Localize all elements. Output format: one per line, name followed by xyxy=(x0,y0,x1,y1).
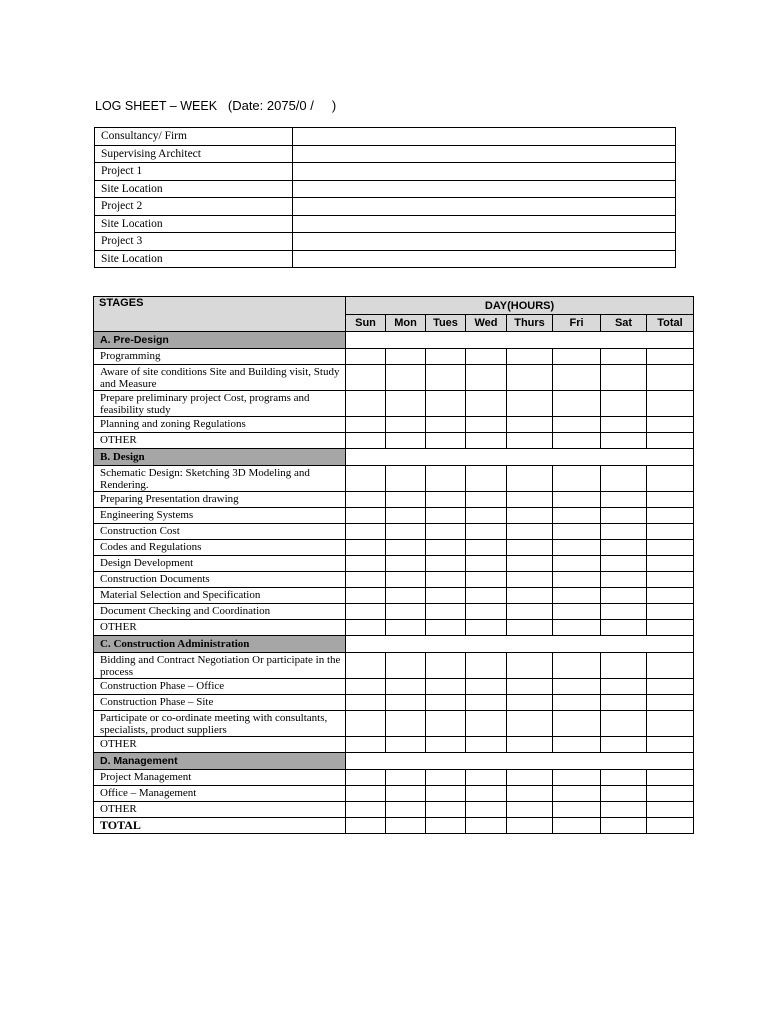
hours-cell-tues[interactable] xyxy=(426,737,466,753)
hours-cell-mon[interactable] xyxy=(386,695,426,711)
activity-label: Design Development xyxy=(94,556,346,572)
hours-cell-sat[interactable] xyxy=(601,433,647,449)
info-row xyxy=(95,180,676,198)
info-row xyxy=(95,233,676,251)
activity-label: Codes and Regulations xyxy=(94,540,346,556)
hours-cell-fri[interactable] xyxy=(553,524,601,540)
hours-cell-fri[interactable] xyxy=(553,556,601,572)
hours-cell-total[interactable] xyxy=(647,540,694,556)
hours-cell-sun[interactable] xyxy=(346,349,386,365)
info-label: Supervising Architect xyxy=(95,145,293,163)
hours-cell-tues[interactable] xyxy=(426,679,466,695)
hours-cell-thurs[interactable] xyxy=(507,466,553,492)
activity-row xyxy=(94,737,694,753)
hours-cell-total[interactable] xyxy=(647,802,694,818)
hours-cell-wed[interactable] xyxy=(466,466,507,492)
activity-label: Bidding and Contract Negotiation Or participate in the process xyxy=(94,653,346,679)
hours-cell-wed[interactable] xyxy=(466,679,507,695)
hours-cell-total[interactable] xyxy=(647,711,694,737)
hours-cell-mon[interactable] xyxy=(386,391,426,417)
hours-cell-thurs[interactable] xyxy=(507,540,553,556)
section-row xyxy=(94,753,694,770)
hours-cell-fri[interactable] xyxy=(553,653,601,679)
day-header-wed: Wed xyxy=(466,315,507,332)
hours-cell-wed[interactable] xyxy=(466,556,507,572)
info-row xyxy=(95,145,676,163)
info-label: Site Location xyxy=(95,250,293,268)
info-value-field[interactable] xyxy=(293,233,676,251)
hours-cell-total[interactable] xyxy=(647,556,694,572)
hours-cell-sun[interactable] xyxy=(346,802,386,818)
day-header-tues: Tues xyxy=(426,315,466,332)
hours-cell-mon[interactable] xyxy=(386,433,426,449)
hours-cell-tues[interactable] xyxy=(426,604,466,620)
hours-cell-sat[interactable] xyxy=(601,588,647,604)
day-header-sun: Sun xyxy=(346,315,386,332)
day-header-thurs: Thurs xyxy=(507,315,553,332)
activity-label: Construction Cost xyxy=(94,524,346,540)
hours-cell-sun[interactable] xyxy=(346,653,386,679)
total-row xyxy=(94,818,694,834)
hours-cell-wed[interactable] xyxy=(466,588,507,604)
hours-cell-sun[interactable] xyxy=(346,786,386,802)
hours-cell-thurs[interactable] xyxy=(507,508,553,524)
hours-cell-thurs[interactable] xyxy=(507,711,553,737)
hours-cell-thurs[interactable] xyxy=(507,604,553,620)
hours-cell-sat[interactable] xyxy=(601,786,647,802)
hours-cell-thurs[interactable] xyxy=(507,572,553,588)
hours-cell-tues[interactable] xyxy=(426,433,466,449)
hours-cell-total[interactable] xyxy=(647,588,694,604)
hours-cell-wed[interactable] xyxy=(466,365,507,391)
section-row xyxy=(94,449,694,466)
activity-row xyxy=(94,679,694,695)
hours-cell-fri[interactable] xyxy=(553,604,601,620)
hours-cell-sat[interactable] xyxy=(601,802,647,818)
hours-cell-total[interactable] xyxy=(647,433,694,449)
activity-row xyxy=(94,620,694,636)
day-header-sat: Sat xyxy=(601,315,647,332)
hours-cell-thurs[interactable] xyxy=(507,620,553,636)
hours-cell-sat[interactable] xyxy=(601,770,647,786)
stages-header: STAGES xyxy=(94,297,346,332)
hours-cell-total[interactable] xyxy=(647,695,694,711)
hours-cell-sun[interactable] xyxy=(346,620,386,636)
activity-label: Construction Phase – Site xyxy=(94,695,346,711)
hours-cell-tues[interactable] xyxy=(426,466,466,492)
activity-row xyxy=(94,349,694,365)
hours-cell-sun[interactable] xyxy=(346,588,386,604)
hours-cell-mon[interactable] xyxy=(386,365,426,391)
hours-cell-sat[interactable] xyxy=(601,572,647,588)
hours-cell-wed[interactable] xyxy=(466,770,507,786)
section-title: B. Design xyxy=(94,449,346,466)
hours-cell-thurs[interactable] xyxy=(507,737,553,753)
hours-cell-total[interactable] xyxy=(647,466,694,492)
total-cell-wed[interactable] xyxy=(466,818,507,834)
hours-cell-fri[interactable] xyxy=(553,365,601,391)
activity-row xyxy=(94,417,694,433)
hours-cell-fri[interactable] xyxy=(553,711,601,737)
hours-cell-fri[interactable] xyxy=(553,802,601,818)
hours-cell-fri[interactable] xyxy=(553,508,601,524)
hours-cell-tues[interactable] xyxy=(426,786,466,802)
day-hours-header: DAY(HOURS) xyxy=(346,297,694,315)
hours-cell-total[interactable] xyxy=(647,679,694,695)
hours-cell-wed[interactable] xyxy=(466,620,507,636)
hours-cell-tues[interactable] xyxy=(426,349,466,365)
info-label: Project 3 xyxy=(95,233,293,251)
hours-cell-total[interactable] xyxy=(647,770,694,786)
section-title: D. Management xyxy=(94,753,346,770)
hours-cell-sat[interactable] xyxy=(601,508,647,524)
hours-cell-tues[interactable] xyxy=(426,365,466,391)
day-header-fri: Fri xyxy=(553,315,601,332)
hours-cell-sun[interactable] xyxy=(346,524,386,540)
hours-cell-total[interactable] xyxy=(647,391,694,417)
info-value-field[interactable] xyxy=(293,180,676,198)
hours-cell-mon[interactable] xyxy=(386,417,426,433)
activity-row xyxy=(94,695,694,711)
hours-cell-sun[interactable] xyxy=(346,466,386,492)
hours-cell-mon[interactable] xyxy=(386,620,426,636)
hours-cell-mon[interactable] xyxy=(386,770,426,786)
title-main: LOG SHEET – WEEK xyxy=(95,99,218,113)
section-row xyxy=(94,636,694,653)
hours-cell-fri[interactable] xyxy=(553,572,601,588)
total-cell-thurs[interactable] xyxy=(507,818,553,834)
hours-cell-thurs[interactable] xyxy=(507,695,553,711)
hours-cell-mon[interactable] xyxy=(386,588,426,604)
hours-cell-mon[interactable] xyxy=(386,572,426,588)
hours-cell-wed[interactable] xyxy=(466,524,507,540)
hours-cell-total[interactable] xyxy=(647,524,694,540)
hours-cell-sat[interactable] xyxy=(601,679,647,695)
activity-row xyxy=(94,492,694,508)
activity-row xyxy=(94,786,694,802)
section-blank xyxy=(346,449,694,466)
hours-cell-tues[interactable] xyxy=(426,540,466,556)
hours-cell-wed[interactable] xyxy=(466,572,507,588)
hours-cell-mon[interactable] xyxy=(386,492,426,508)
hours-cell-sun[interactable] xyxy=(346,770,386,786)
activity-row xyxy=(94,802,694,818)
hours-cell-total[interactable] xyxy=(647,349,694,365)
activity-label: Project Management xyxy=(94,770,346,786)
project-info-table xyxy=(94,127,676,268)
hours-cell-tues[interactable] xyxy=(426,802,466,818)
hours-cell-sat[interactable] xyxy=(601,365,647,391)
hours-cell-mon[interactable] xyxy=(386,508,426,524)
hours-cell-total[interactable] xyxy=(647,492,694,508)
hours-cell-sat[interactable] xyxy=(601,391,647,417)
activity-label: Prepare preliminary project Cost, programs and feasibility study xyxy=(94,391,346,417)
activity-row xyxy=(94,524,694,540)
hours-cell-sat[interactable] xyxy=(601,492,647,508)
hours-cell-fri[interactable] xyxy=(553,466,601,492)
hours-cell-sat[interactable] xyxy=(601,653,647,679)
info-row xyxy=(95,215,676,233)
total-cell-mon[interactable] xyxy=(386,818,426,834)
hours-cell-thurs[interactable] xyxy=(507,653,553,679)
activity-row xyxy=(94,770,694,786)
activity-label: Material Selection and Specification xyxy=(94,588,346,604)
hours-cell-thurs[interactable] xyxy=(507,365,553,391)
hours-cell-sat[interactable] xyxy=(601,524,647,540)
hours-cell-tues[interactable] xyxy=(426,653,466,679)
info-value-field[interactable] xyxy=(293,250,676,268)
title-date: (Date: 2075/0 / ) xyxy=(227,98,337,113)
total-cell-total[interactable] xyxy=(647,818,694,834)
hours-cell-sat[interactable] xyxy=(601,556,647,572)
hours-cell-fri[interactable] xyxy=(553,433,601,449)
section-title: A. Pre-Design xyxy=(94,332,346,349)
hours-cell-total[interactable] xyxy=(647,572,694,588)
hours-cell-sun[interactable] xyxy=(346,417,386,433)
hours-cell-total[interactable] xyxy=(647,620,694,636)
hours-cell-mon[interactable] xyxy=(386,349,426,365)
info-label: Site Location xyxy=(95,215,293,233)
activity-label: OTHER xyxy=(94,802,346,818)
hours-cell-wed[interactable] xyxy=(466,540,507,556)
hours-cell-sun[interactable] xyxy=(346,365,386,391)
total-cell-sat[interactable] xyxy=(601,818,647,834)
info-label: Consultancy/ Firm xyxy=(95,128,293,146)
hours-cell-thurs[interactable] xyxy=(507,417,553,433)
hours-cell-mon[interactable] xyxy=(386,556,426,572)
activity-row xyxy=(94,588,694,604)
info-label: Project 2 xyxy=(95,198,293,216)
hours-cell-wed[interactable] xyxy=(466,508,507,524)
hours-cell-thurs[interactable] xyxy=(507,588,553,604)
hours-cell-total[interactable] xyxy=(647,653,694,679)
hours-cell-mon[interactable] xyxy=(386,802,426,818)
info-row xyxy=(95,163,676,181)
hours-cell-total[interactable] xyxy=(647,365,694,391)
hours-cell-wed[interactable] xyxy=(466,604,507,620)
activity-label: Document Checking and Coordination xyxy=(94,604,346,620)
hours-cell-tues[interactable] xyxy=(426,417,466,433)
hours-cell-fri[interactable] xyxy=(553,349,601,365)
activity-label: Engineering Systems xyxy=(94,508,346,524)
hours-cell-sun[interactable] xyxy=(346,433,386,449)
hours-cell-tues[interactable] xyxy=(426,770,466,786)
hours-cell-sun[interactable] xyxy=(346,556,386,572)
activity-label: Schematic Design: Sketching 3D Modeling and Rendering. xyxy=(94,466,346,492)
hours-cell-thurs[interactable] xyxy=(507,786,553,802)
hours-cell-sun[interactable] xyxy=(346,679,386,695)
total-cell-sun[interactable] xyxy=(346,818,386,834)
activity-row xyxy=(94,556,694,572)
hours-cell-fri[interactable] xyxy=(553,770,601,786)
activity-label: Construction Phase – Office xyxy=(94,679,346,695)
activity-row xyxy=(94,572,694,588)
hours-cell-wed[interactable] xyxy=(466,653,507,679)
hours-cell-total[interactable] xyxy=(647,786,694,802)
hours-cell-mon[interactable] xyxy=(386,604,426,620)
hours-cell-sat[interactable] xyxy=(601,540,647,556)
hours-cell-tues[interactable] xyxy=(426,572,466,588)
section-blank xyxy=(346,753,694,770)
hours-cell-wed[interactable] xyxy=(466,786,507,802)
hours-cell-thurs[interactable] xyxy=(507,391,553,417)
info-row xyxy=(95,128,676,146)
hours-cell-fri[interactable] xyxy=(553,620,601,636)
log-sheet-table xyxy=(93,296,694,834)
hours-cell-wed[interactable] xyxy=(466,349,507,365)
activity-row xyxy=(94,711,694,737)
activity-row xyxy=(94,540,694,556)
hours-cell-sat[interactable] xyxy=(601,711,647,737)
activity-row xyxy=(94,433,694,449)
activity-row xyxy=(94,604,694,620)
hours-cell-sat[interactable] xyxy=(601,349,647,365)
info-row xyxy=(95,198,676,216)
info-row xyxy=(95,250,676,268)
hours-cell-fri[interactable] xyxy=(553,737,601,753)
info-value-field[interactable] xyxy=(293,128,676,146)
total-cell-fri[interactable] xyxy=(553,818,601,834)
hours-cell-fri[interactable] xyxy=(553,588,601,604)
hours-cell-fri[interactable] xyxy=(553,695,601,711)
hours-cell-wed[interactable] xyxy=(466,802,507,818)
hours-cell-fri[interactable] xyxy=(553,786,601,802)
day-header-total: Total xyxy=(647,315,694,332)
section-blank xyxy=(346,636,694,653)
hours-cell-mon[interactable] xyxy=(386,711,426,737)
section-blank xyxy=(346,332,694,349)
hours-cell-fri[interactable] xyxy=(553,492,601,508)
hours-cell-sat[interactable] xyxy=(601,466,647,492)
hours-cell-sat[interactable] xyxy=(601,737,647,753)
hours-cell-fri[interactable] xyxy=(553,391,601,417)
activity-row xyxy=(94,508,694,524)
hours-cell-mon[interactable] xyxy=(386,737,426,753)
hours-cell-thurs[interactable] xyxy=(507,433,553,449)
hours-cell-sun[interactable] xyxy=(346,391,386,417)
activity-label: Participate or co-ordinate meeting with consultants, specialists, product suppliers xyxy=(94,711,346,737)
hours-cell-total[interactable] xyxy=(647,737,694,753)
hours-cell-fri[interactable] xyxy=(553,417,601,433)
activity-label: Construction Documents xyxy=(94,572,346,588)
hours-cell-mon[interactable] xyxy=(386,653,426,679)
hours-cell-sat[interactable] xyxy=(601,417,647,433)
hours-cell-sat[interactable] xyxy=(601,620,647,636)
hours-cell-thurs[interactable] xyxy=(507,770,553,786)
info-label: Site Location xyxy=(95,180,293,198)
hours-cell-wed[interactable] xyxy=(466,391,507,417)
hours-cell-sun[interactable] xyxy=(346,508,386,524)
activity-label: Aware of site conditions Site and Building visit, Study and Measure xyxy=(94,365,346,391)
hours-cell-wed[interactable] xyxy=(466,695,507,711)
hours-cell-tues[interactable] xyxy=(426,492,466,508)
total-cell-tues[interactable] xyxy=(426,818,466,834)
hours-cell-sun[interactable] xyxy=(346,711,386,737)
hours-cell-fri[interactable] xyxy=(553,540,601,556)
activity-row xyxy=(94,365,694,391)
hours-cell-mon[interactable] xyxy=(386,786,426,802)
section-row xyxy=(94,332,694,349)
hours-cell-sun[interactable] xyxy=(346,695,386,711)
section-title: C. Construction Administration xyxy=(94,636,346,653)
activity-label: OTHER xyxy=(94,737,346,753)
activity-row xyxy=(94,466,694,492)
hours-cell-tues[interactable] xyxy=(426,508,466,524)
activity-row xyxy=(94,653,694,679)
hours-cell-tues[interactable] xyxy=(426,588,466,604)
info-value-field[interactable] xyxy=(293,163,676,181)
hours-cell-mon[interactable] xyxy=(386,540,426,556)
hours-cell-sun[interactable] xyxy=(346,737,386,753)
total-label: TOTAL xyxy=(94,818,346,834)
info-value-field[interactable] xyxy=(293,215,676,233)
hours-cell-wed[interactable] xyxy=(466,433,507,449)
hours-cell-mon[interactable] xyxy=(386,679,426,695)
hours-cell-wed[interactable] xyxy=(466,492,507,508)
hours-cell-thurs[interactable] xyxy=(507,524,553,540)
hours-cell-fri[interactable] xyxy=(553,679,601,695)
hours-cell-thurs[interactable] xyxy=(507,556,553,572)
info-value-field[interactable] xyxy=(293,198,676,216)
hours-cell-thurs[interactable] xyxy=(507,492,553,508)
hours-cell-total[interactable] xyxy=(647,508,694,524)
hours-cell-tues[interactable] xyxy=(426,391,466,417)
activity-label: OTHER xyxy=(94,620,346,636)
page-title xyxy=(95,98,336,113)
hours-cell-thurs[interactable] xyxy=(507,679,553,695)
hours-cell-total[interactable] xyxy=(647,604,694,620)
activity-label: Office – Management xyxy=(94,786,346,802)
hours-cell-sun[interactable] xyxy=(346,604,386,620)
hours-cell-tues[interactable] xyxy=(426,620,466,636)
hours-cell-thurs[interactable] xyxy=(507,349,553,365)
info-value-field[interactable] xyxy=(293,145,676,163)
hours-cell-wed[interactable] xyxy=(466,737,507,753)
hours-cell-total[interactable] xyxy=(647,417,694,433)
activity-label: Planning and zoning Regulations xyxy=(94,417,346,433)
hours-cell-tues[interactable] xyxy=(426,711,466,737)
hours-cell-thurs[interactable] xyxy=(507,802,553,818)
hours-cell-sun[interactable] xyxy=(346,572,386,588)
hours-cell-mon[interactable] xyxy=(386,524,426,540)
info-label: Project 1 xyxy=(95,163,293,181)
activity-label: OTHER xyxy=(94,433,346,449)
hours-cell-sun[interactable] xyxy=(346,492,386,508)
hours-cell-sat[interactable] xyxy=(601,604,647,620)
hours-cell-tues[interactable] xyxy=(426,695,466,711)
day-header-mon: Mon xyxy=(386,315,426,332)
hours-cell-tues[interactable] xyxy=(426,556,466,572)
hours-cell-wed[interactable] xyxy=(466,711,507,737)
hours-cell-sun[interactable] xyxy=(346,540,386,556)
hours-cell-sat[interactable] xyxy=(601,695,647,711)
hours-cell-mon[interactable] xyxy=(386,466,426,492)
activity-row xyxy=(94,391,694,417)
hours-cell-wed[interactable] xyxy=(466,417,507,433)
activity-label: Programming xyxy=(94,349,346,365)
hours-cell-tues[interactable] xyxy=(426,524,466,540)
activity-label: Preparing Presentation drawing xyxy=(94,492,346,508)
